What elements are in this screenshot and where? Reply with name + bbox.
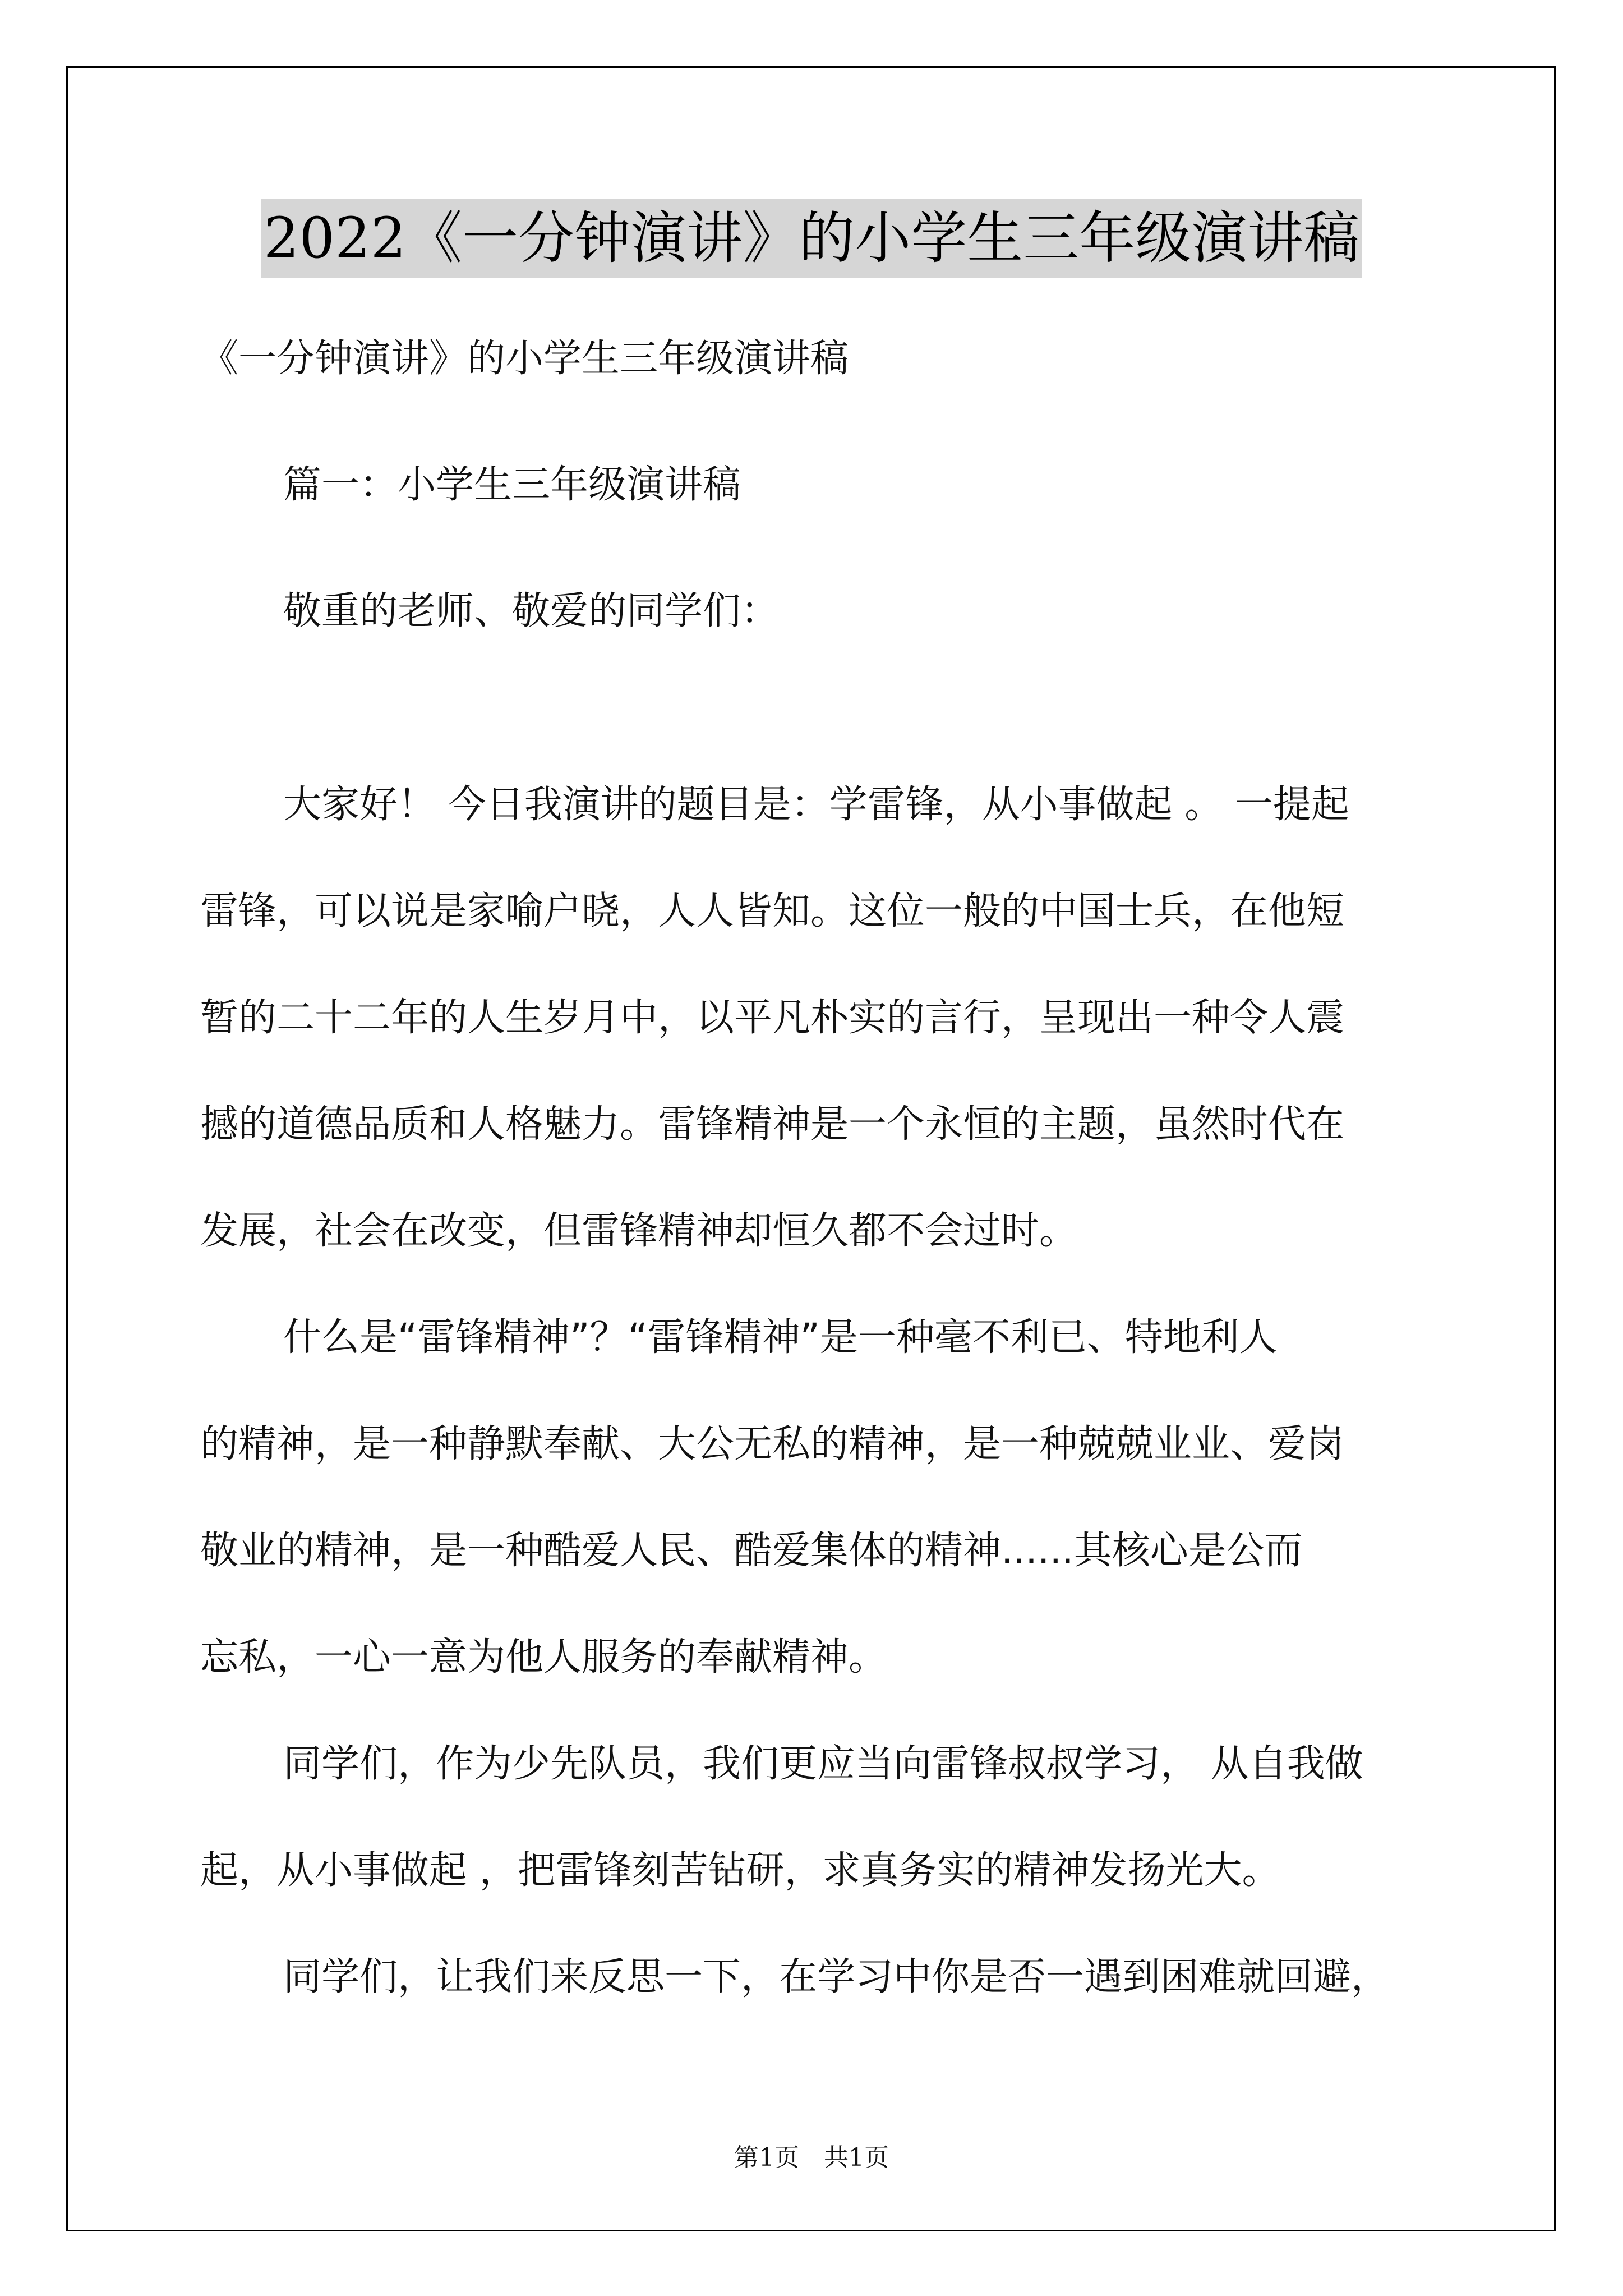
paragraph-line: 撼的道德品质和人格魅力。雷锋精神是一个永恒的主题，虽然时代在 [200, 1102, 1345, 1147]
page-border [66, 66, 1556, 2231]
paragraph-line: 发展，社会在改变，但雷锋精神却恒久都不会过时。 [200, 1209, 1078, 1253]
paragraph-line: 暂的二十二年的人生岁月中，以平凡朴实的言行，呈现出一种令人震 [200, 996, 1345, 1040]
paragraph-line: 忘私，一心一意为他人服务的奉献精神。 [200, 1635, 887, 1680]
paragraph-line: 同学们，让我们来反思一下，在学习中你是否一遇到困难就回避， [283, 1955, 1390, 1999]
paragraph-line: 雷锋，可以说是家喻户晓，人人皆知。这位一般的中国士兵，在他短 [200, 889, 1345, 933]
salutation: 敬重的老师、敬爱的同学们： [283, 589, 780, 633]
paragraph-line: 的精神，是一种静默奉献、大公无私的精神，是一种兢兢业业、爱岗 [200, 1422, 1345, 1466]
paragraph-line: 起，从小事做起 ，把雷锋刻苦钻研，求真务实的精神发扬光大。 [200, 1848, 1280, 1893]
page-footer: 第1页 共1页 [734, 2143, 889, 2172]
paragraph-line: 大家好！ 今日我演讲的题目是：学雷锋，从小事做起 。 一提起 [283, 783, 1349, 827]
paragraph-line: 什么是“雷锋精神”？“雷锋精神”是一种毫不利已、特地利人 [283, 1315, 1278, 1360]
paragraph-line: 同学们，作为少先队员，我们更应当向雷锋叔叔学习， 从自我做 [283, 1742, 1363, 1786]
section-heading: 篇一：小学生三年级演讲稿 [283, 463, 741, 507]
title-container [0, 199, 1623, 278]
paragraph-line: 敬业的精神，是一种酷爱人民、酷爱集体的精神......其核心是公而 [200, 1529, 1303, 1573]
document-title: 2022《一分钟演讲》的小学生三年级演讲稿 [261, 199, 1362, 278]
subtitle-line: 《一分钟演讲》的小学生三年级演讲稿 [200, 337, 849, 381]
